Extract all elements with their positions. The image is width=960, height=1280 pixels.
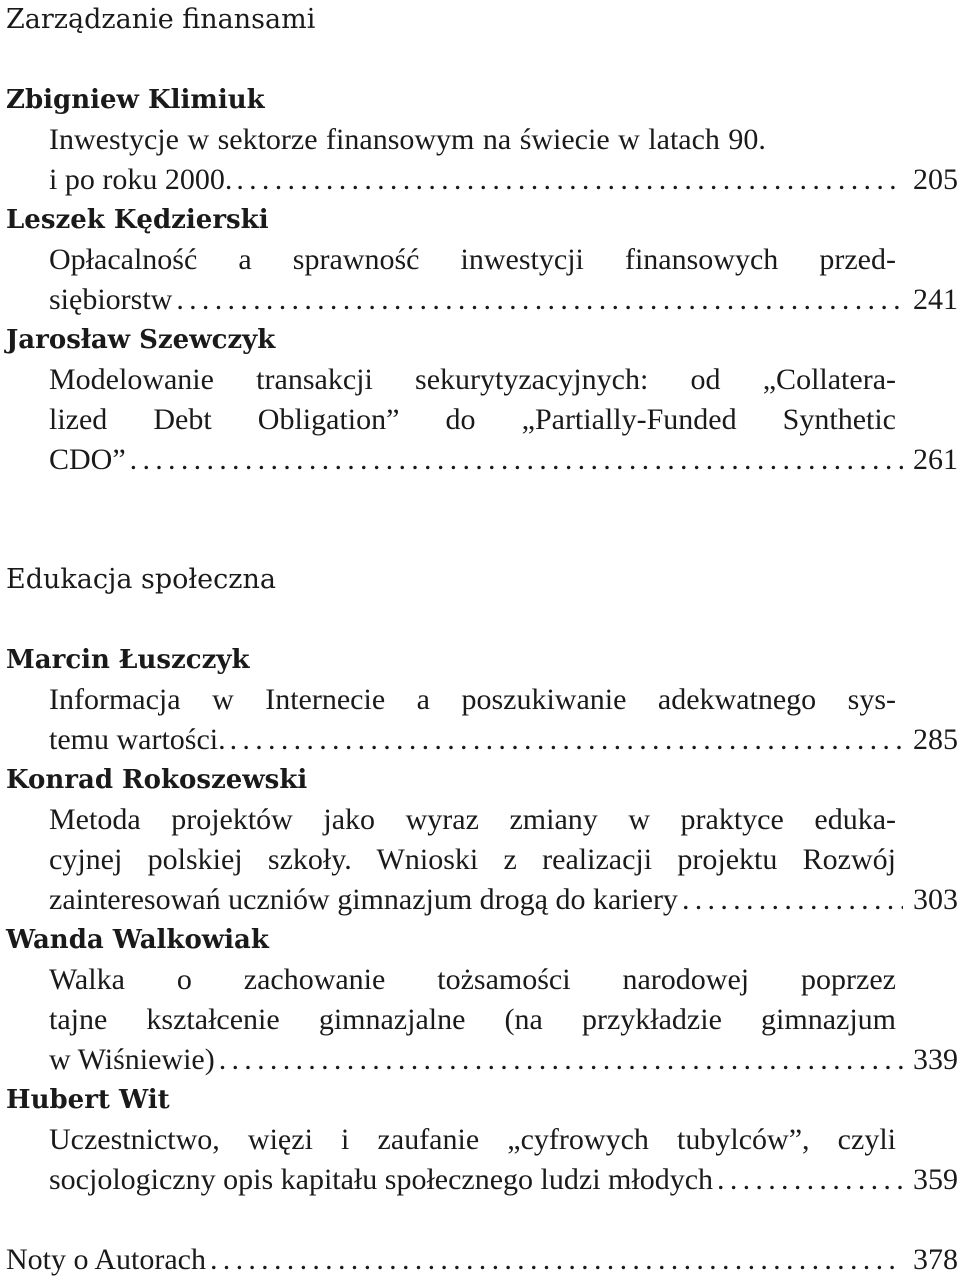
page-number: 303 xyxy=(913,883,958,916)
entry-title-line: Inwestycje w sektorze finansowym na świecie w latach 90. xyxy=(49,123,766,156)
entry-last-line xyxy=(49,1160,958,1200)
toc-entry[interactable] xyxy=(6,920,958,1080)
dot-leader xyxy=(126,440,903,480)
entry-title-line: Metoda projektów jako wyraz zmiany w praktyce eduka- xyxy=(49,803,896,836)
dot-leader xyxy=(226,720,903,760)
toc-entry[interactable] xyxy=(6,640,958,760)
entry-title-line: i po roku 2000. xyxy=(49,163,233,196)
entry-author: Leszek Kędzierski xyxy=(6,205,269,235)
entry-author: Jarosław Szewczyk xyxy=(6,325,276,355)
entry-title xyxy=(49,360,896,440)
entry-title-line: Informacja w Internecie a poszukiwanie adekwatnego sys- xyxy=(49,683,896,716)
entry-title xyxy=(49,960,896,1040)
entry-title xyxy=(49,680,896,720)
entry-title-line: Uczestnictwo, więzi i zaufanie „cyfrowych tubylców”, czyli xyxy=(49,1123,896,1156)
entry-last-line xyxy=(49,280,958,320)
entry-last-line xyxy=(49,440,958,480)
dot-leader xyxy=(215,1040,903,1080)
entry-title-line: socjologiczny opis kapitału społecznego ludzi młodych xyxy=(49,1163,714,1196)
page-number: 285 xyxy=(913,723,958,756)
entry-last-line xyxy=(49,1040,958,1080)
page-number: 378 xyxy=(913,1243,958,1276)
entry-title-line: tajne kształcenie gimnazjalne (na przykładzie gimnazjum xyxy=(49,1003,896,1036)
entry-title xyxy=(49,1120,896,1160)
dot-leader xyxy=(206,1240,903,1280)
toc-entry[interactable] xyxy=(6,320,958,480)
entry-last-line xyxy=(49,720,958,760)
entry-title-line: cyjnej polskiej szkoły. Wnioski z realizacji projektu Rozwój xyxy=(49,843,896,876)
entry-title-line: lized Debt Obligation” do „Partially-Funded Synthetic xyxy=(49,403,896,436)
entry-title-line: siębiorstw xyxy=(49,283,173,316)
entry-author: Wanda Walkowiak xyxy=(6,925,269,955)
page-number: 205 xyxy=(913,163,958,196)
entry-author: Konrad Rokoszewski xyxy=(6,765,308,795)
page-number: 261 xyxy=(913,443,958,476)
entry-author: Zbigniew Klimiuk xyxy=(6,85,265,115)
entry-title-line: Modelowanie transakcji sekurytyzacyjnych: od „Collatera- xyxy=(49,363,896,396)
entry-author: Hubert Wit xyxy=(6,1085,170,1115)
entry-title-line: CDO” xyxy=(49,443,126,476)
entry-last-line xyxy=(49,880,958,920)
section-title: Zarządzanie finansami xyxy=(6,4,316,35)
entry-last-line xyxy=(49,160,958,200)
dot-leader xyxy=(713,1160,903,1200)
page-number: 359 xyxy=(913,1163,958,1196)
toc-entry-noty-o-autorach[interactable] xyxy=(6,1240,958,1280)
entry-title xyxy=(49,240,896,280)
dot-leader xyxy=(232,160,903,200)
toc-entry[interactable] xyxy=(6,200,958,320)
entry-label: Noty o Autorach xyxy=(6,1243,206,1276)
entry-last-line xyxy=(6,1240,958,1280)
table-of-contents xyxy=(6,0,958,1280)
dot-leader xyxy=(172,280,903,320)
section-edukacja-spoleczna xyxy=(6,560,958,1200)
section-zarzadzanie-finansami xyxy=(6,0,958,480)
dot-leader xyxy=(678,880,903,920)
entry-title-line: w Wiśniewie) xyxy=(49,1043,215,1076)
entry-title-line: temu wartości. xyxy=(49,723,226,756)
toc-entry[interactable] xyxy=(6,1080,958,1200)
entry-title-line: zainteresowań uczniów gimnazjum drogą do kariery xyxy=(49,883,678,916)
page-number: 339 xyxy=(913,1043,958,1076)
entry-author: Marcin Łuszczyk xyxy=(6,645,250,675)
toc-entry[interactable] xyxy=(6,760,958,920)
entry-title xyxy=(49,120,896,160)
toc-entry[interactable] xyxy=(6,80,958,200)
entry-title-line: Opłacalność a sprawność inwestycji finansowych przed- xyxy=(49,243,896,276)
section-title: Edukacja społeczna xyxy=(6,564,276,595)
entry-title xyxy=(49,800,896,880)
page-number: 241 xyxy=(913,283,958,316)
entry-title-line: Walka o zachowanie tożsamości narodowej poprzez xyxy=(49,963,896,996)
